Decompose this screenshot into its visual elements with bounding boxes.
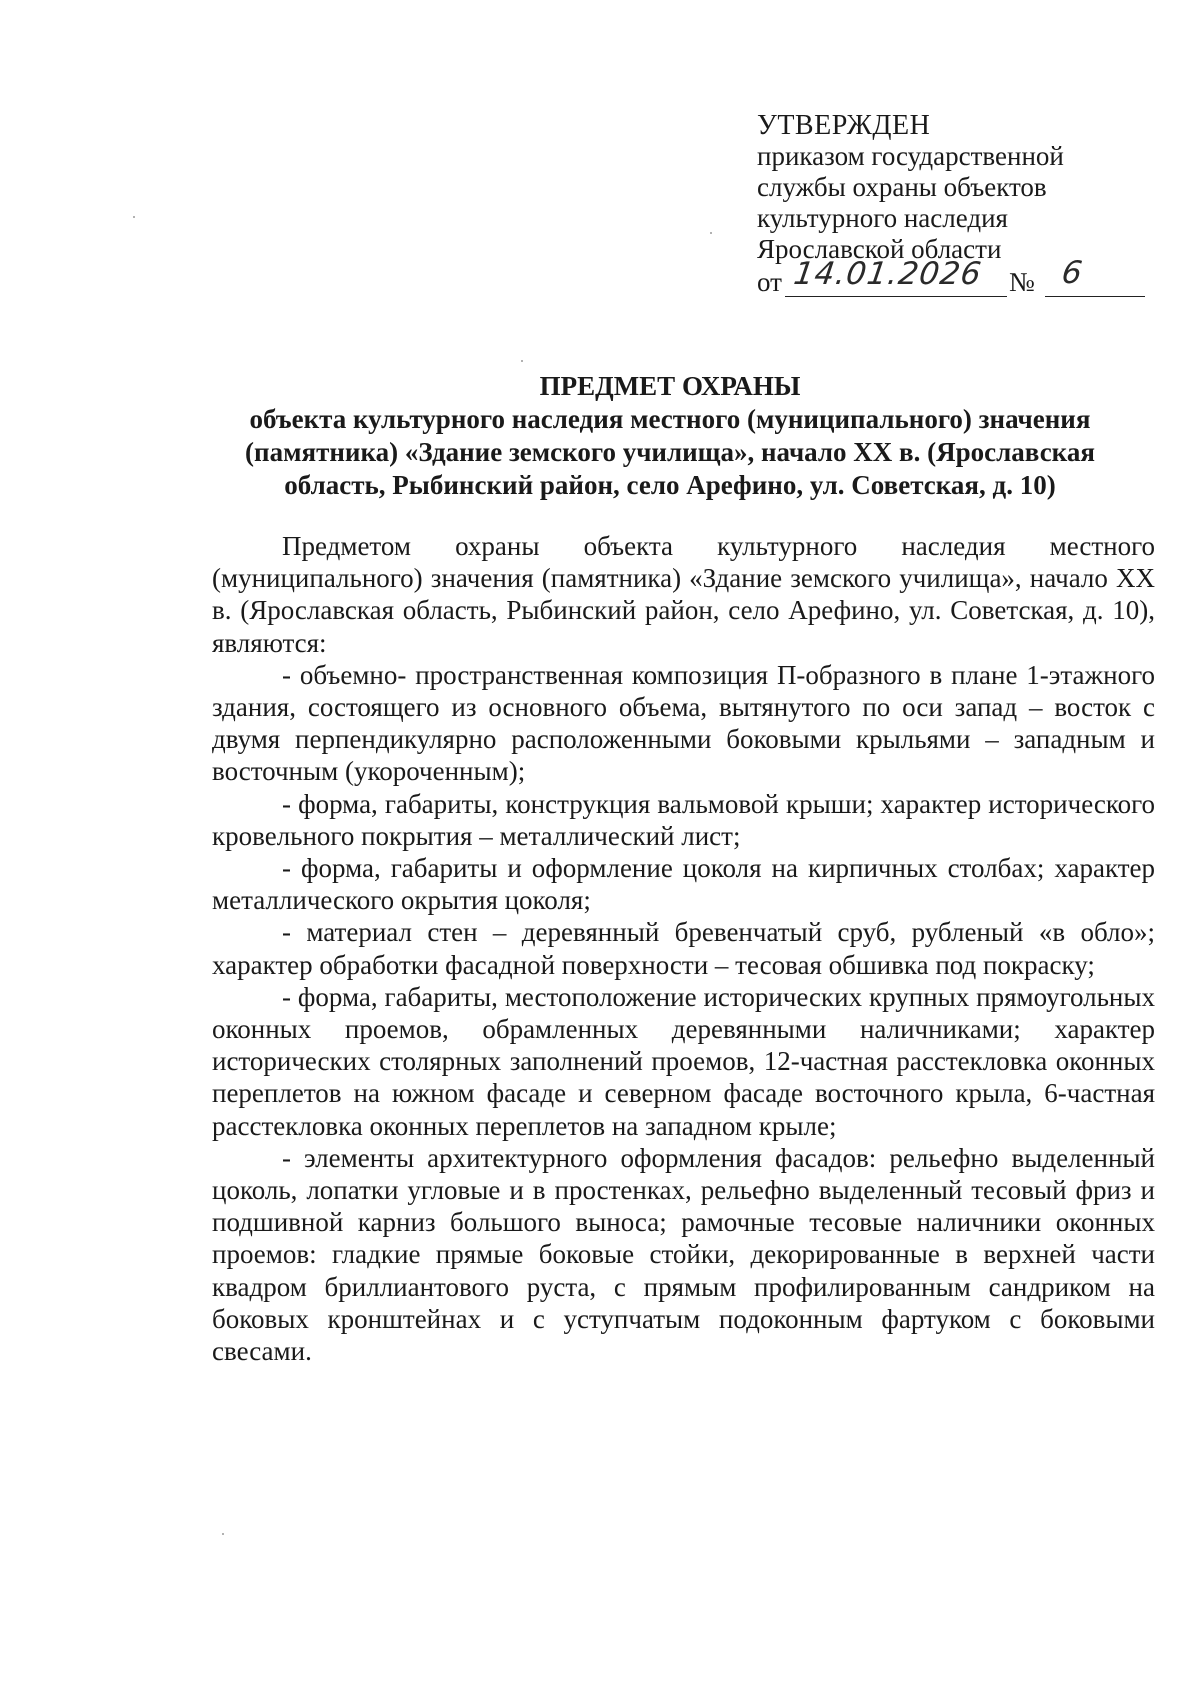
body-paragraph: - форма, габариты и оформление цоколя на кирпичных столбах; характер металлического окрытия цоколя; bbox=[212, 853, 1155, 916]
scan-speck bbox=[710, 232, 712, 234]
body-paragraph: Предметом охраны объекта культурного наследия местного (муниципального) значения (памятника) «Здание земского училища», начало XX в. (Ярославская область, Рыбинский район, село Арефино, ул. Советская, д. 10), являются: bbox=[212, 531, 1155, 658]
body-paragraph: - форма, габариты, местоположение исторических крупных прямоугольных оконных проемов, обрамленных деревянными наличниками; характер исторических столярных заполнений проемов, 12-частная расстекловка оконных переплетов на южном фасаде и северном фасаде восточного крыла, 6-частная расстекловка оконных переплетов на западном крыле; bbox=[212, 981, 1155, 1141]
body-paragraph: - материал стен – деревянный бревенчатый сруб, рубленый «в обло»; характер обработки фасадной поверхности – тесовая обшивка под покраску; bbox=[212, 917, 1155, 980]
approval-line: Ярославской области bbox=[757, 234, 1002, 264]
body-paragraph: - форма, габариты, конструкция вальмовой крыши; характер исторического кровельного покрытия – металлический лист; bbox=[212, 788, 1155, 851]
document-body bbox=[212, 530, 1155, 1367]
approval-date-row bbox=[757, 255, 1157, 299]
number-underline bbox=[1045, 296, 1145, 297]
handwritten-date: 14.01.2026 bbox=[791, 256, 985, 292]
number-label: № bbox=[1009, 267, 1035, 297]
document-title: ПРЕДМЕТ ОХРАНЫ bbox=[539, 371, 801, 401]
body-paragraph: - объемно- пространственная композиция П-образного в плане 1-этажного здания, состоящего из основного объема, вытянутого по оси запад – восток с двумя перпендикулярно расположенными боковыми крыльями – западным и восточным (укороченным); bbox=[212, 659, 1155, 787]
scan-speck bbox=[521, 360, 523, 362]
approval-line: культурного наследия bbox=[757, 203, 1008, 233]
date-underline bbox=[785, 296, 1007, 297]
document-subtitle: объекта культурного наследия местного (муниципального) значения (памятника) «Здание земского училища», начало XX в. (Ярославская область, Рыбинский район, село Арефино, ул. Советская, д. 10) bbox=[245, 404, 1095, 500]
body-paragraph: - элементы архитектурного оформления фасадов: рельефно выделенный цоколь, лопатки угловые и в простенках, рельефно выделенный тесовый фриз и подшивной карниз большого выноса; рамочные тесовые наличники оконных проемов: гладкие прямые боковые стойки, декорированные в верхней части квадром бриллиантового руста, с прямым профилированным сандриком на боковых кронштейнах и с уступчатым подоконным фартуком с боковыми свесами. bbox=[212, 1142, 1155, 1367]
approval-line: службы охраны объектов bbox=[757, 172, 1047, 202]
scan-speck bbox=[222, 1533, 224, 1535]
handwritten-number: 6 bbox=[1059, 255, 1085, 291]
approval-line: приказом государственной bbox=[757, 141, 1064, 171]
approval-title: УТВЕРЖДЕН bbox=[757, 110, 931, 141]
document-heading bbox=[220, 370, 1120, 502]
date-prefix: от bbox=[757, 267, 782, 297]
approval-block bbox=[757, 110, 1157, 299]
scan-speck bbox=[133, 216, 135, 218]
